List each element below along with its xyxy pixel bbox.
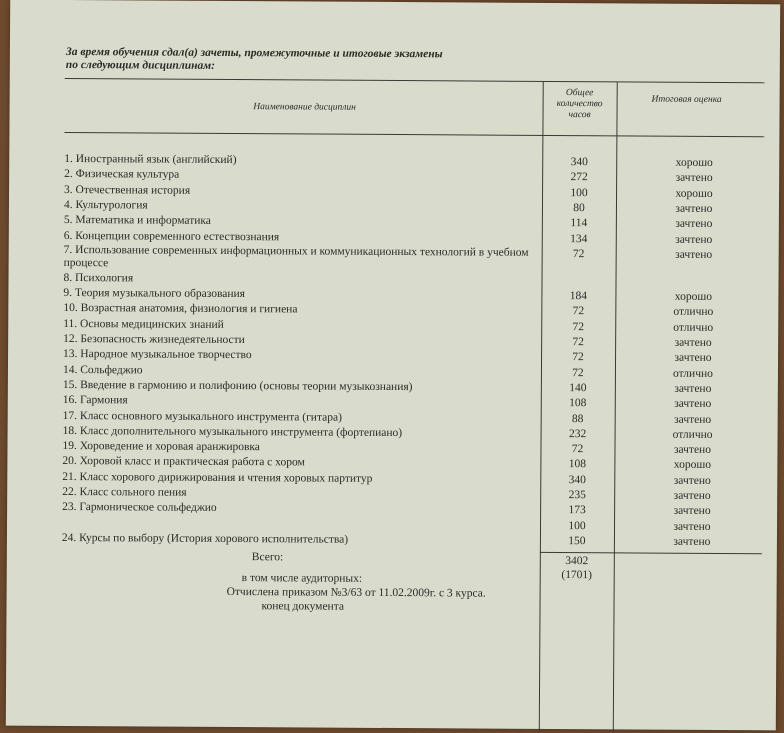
hours-cell: 232	[543, 427, 613, 442]
discipline-name: 7. Использование современных информационных и коммуникационных технологий в учебном процессе	[64, 244, 536, 273]
discipline-name: 13. Народное музыкальное творчество	[63, 347, 535, 365]
discipline-name: 2. Физическая культура	[64, 167, 536, 185]
end-note: конец документа	[261, 599, 344, 614]
discipline-name: 21. Класс хорового дирижирования и чтения хоровых партитур	[62, 470, 534, 488]
grade-cell: зачтено	[623, 381, 763, 397]
discipline-name: 16. Гармония	[63, 393, 535, 411]
hours-cell: 173	[542, 503, 612, 518]
hours-cell: 134	[544, 231, 614, 246]
discipline-name: 1. Иностранный язык (английский)	[64, 152, 536, 170]
grade-cell: хорошо	[623, 290, 763, 306]
grade-cell: зачтено	[622, 519, 762, 535]
discipline-name: 23. Гармоническое сольфеджио	[62, 500, 534, 518]
grade-cell: хорошо	[622, 458, 762, 474]
hours-cell: 72	[543, 304, 613, 319]
total-label: Всего:	[252, 550, 283, 564]
table-row	[64, 244, 764, 263]
discipline-name: 6. Концепции современного естествознания	[64, 228, 536, 246]
classroom-label: в том числе аудиторных:	[242, 571, 362, 586]
transcript-page	[6, 0, 780, 730]
column-header-hours: Общее количество часов	[546, 88, 612, 121]
grade-cell: отлично	[623, 366, 763, 382]
discipline-name: 15. Введение в гармонию и полифонию (основы теории музыкознания)	[63, 378, 535, 396]
grade-cell: зачтено	[623, 351, 763, 367]
grade-cell: зачтено	[624, 247, 764, 263]
discipline-name: 14. Сольфеджио	[63, 363, 535, 381]
grade-cell: зачтено	[624, 171, 764, 187]
discipline-name: 11. Основы медицинских знаний	[63, 317, 535, 335]
grade-cell: зачтено	[624, 201, 764, 217]
discipline-name: 5. Математика и информатика	[64, 213, 536, 231]
grade-cell: отлично	[623, 320, 763, 336]
hours-cell: 340	[542, 473, 612, 488]
hours-cell: 235	[542, 488, 612, 503]
hours-cell: 114	[544, 216, 614, 231]
grade-cell: зачтено	[622, 504, 762, 520]
grade-cell: зачтено	[623, 335, 763, 351]
grade-cell: зачтено	[624, 217, 764, 233]
hours-cell: 272	[544, 170, 614, 185]
hours-cell: 72	[543, 350, 613, 365]
discipline-name: 17. Класс основного музыкального инструмента (гитара)	[63, 408, 535, 426]
hours-cell: 72	[544, 247, 614, 262]
hours-cell: 340	[544, 155, 614, 170]
hours-cell: 72	[543, 320, 613, 335]
discipline-name: 20. Хоровой класс и практическая работа с хором	[62, 454, 534, 472]
hours-cell: 150	[542, 534, 612, 549]
hours-cell: 72	[543, 335, 613, 350]
grade-cell: хорошо	[624, 186, 764, 202]
hours-cell: 72	[543, 366, 613, 381]
grades-table	[61, 78, 765, 733]
heading-line-1: За время обучения сдал(а) зачеты, промежуточные и итоговые экзамены	[66, 46, 586, 62]
hours-cell: 108	[542, 457, 612, 472]
hours-cell: 88	[543, 411, 613, 426]
table-row	[62, 531, 762, 550]
hours-cell: 140	[543, 381, 613, 396]
discipline-name: 4. Культурология	[64, 198, 536, 216]
hours-cell: 100	[542, 519, 612, 534]
heading-line-2: по следующим дисциплинам:	[66, 59, 586, 75]
discipline-name: 3. Отечественная история	[64, 183, 536, 201]
discipline-name: 22. Класс сольного пения	[62, 485, 534, 503]
table-body	[65, 79, 765, 83]
total-hours: 3402	[542, 554, 612, 568]
discipline-name: 9. Теория музыкального образования	[63, 286, 535, 304]
grade-cell: отлично	[623, 427, 763, 443]
hours-cell: 184	[543, 289, 613, 304]
grade-cell: зачтено	[624, 232, 764, 248]
grade-cell: хорошо	[624, 155, 764, 171]
column-header-name: Наименование дисциплин	[165, 102, 445, 115]
grade-cell: отлично	[623, 305, 763, 321]
hours-cell: 100	[544, 186, 614, 201]
discipline-name: 19. Хороведение и хоровая аранжировка	[62, 439, 534, 457]
discipline-name: 10. Возрастная анатомия, физиология и гигиена	[63, 301, 535, 319]
grade-cell: зачтено	[622, 488, 762, 504]
classroom-hours: (1701)	[542, 568, 612, 582]
grade-cell: зачтено	[622, 534, 762, 550]
discipline-name: 8. Психология	[63, 271, 535, 289]
header-divider	[64, 132, 764, 137]
column-header-grade: Итоговая оценка	[637, 94, 737, 106]
hours-cell: 108	[543, 396, 613, 411]
discipline-name: 18. Класс дополнительного музыкального инструмента (фортепиано)	[63, 424, 535, 442]
grade-cell: зачтено	[622, 473, 762, 489]
transcript-heading	[66, 46, 586, 75]
discipline-name: 12. Безопасность жизнедеятельности	[63, 332, 535, 350]
grade-cell	[624, 274, 764, 275]
hours-cell: 72	[542, 442, 612, 457]
expelled-note: Отчислена приказом №3/63 от 11.02.2009г. с 3 курса.	[227, 585, 486, 601]
hours-cell: 80	[544, 201, 614, 216]
grade-cell: зачтено	[622, 442, 762, 458]
grade-cell: зачтено	[623, 412, 763, 428]
discipline-name: 24. Курсы по выбору (История хорового исполнительства)	[62, 531, 534, 549]
grade-cell: зачтено	[623, 397, 763, 413]
